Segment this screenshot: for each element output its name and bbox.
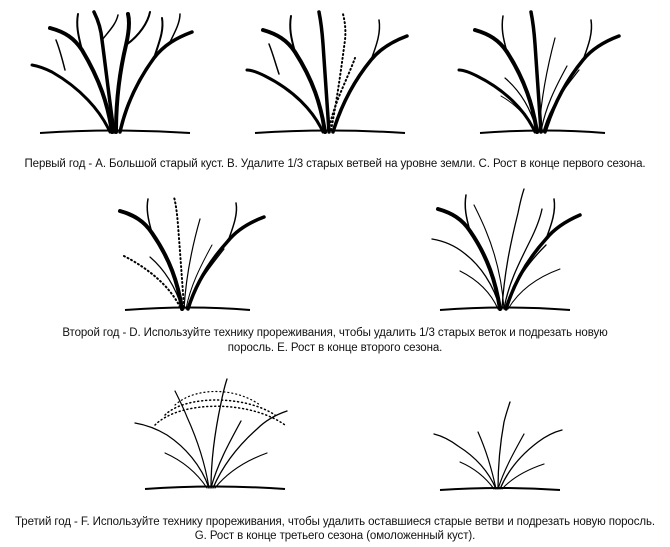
bush-g-rejuvenated-shrub <box>430 400 570 500</box>
caption-year-3-line-2: G. Рост в конце третьего сезона (омоложенный куст). <box>194 530 476 542</box>
caption-year-2-line-1: Второй год - D. Используйте технику прореживания, чтобы удалить 1/3 старых веток и подрезать новую <box>62 327 608 339</box>
bush-b-remove-old-branches <box>245 10 415 140</box>
caption-year-2-line-2: поросль. E. Рост в конце второго сезона. <box>227 342 443 354</box>
caption-year-1: Первый год - A. Большой старый куст. B. Удалите 1/3 старых ветвей на уровне земли. C. Рост в конце первого сезона. <box>24 158 646 170</box>
bush-e-end-second-season <box>420 185 590 320</box>
bush-d-thinning-second-year <box>100 195 280 320</box>
bush-c-end-first-season <box>455 8 635 140</box>
caption-year-3-line-1: Третий год - F. Используйте технику прореживания, чтобы удалить оставшиеся старые ветви и подрезать новую поросль. <box>15 516 655 528</box>
bush-f-thinning-third-year <box>125 375 305 500</box>
bush-a-large-old-shrub <box>30 10 200 140</box>
